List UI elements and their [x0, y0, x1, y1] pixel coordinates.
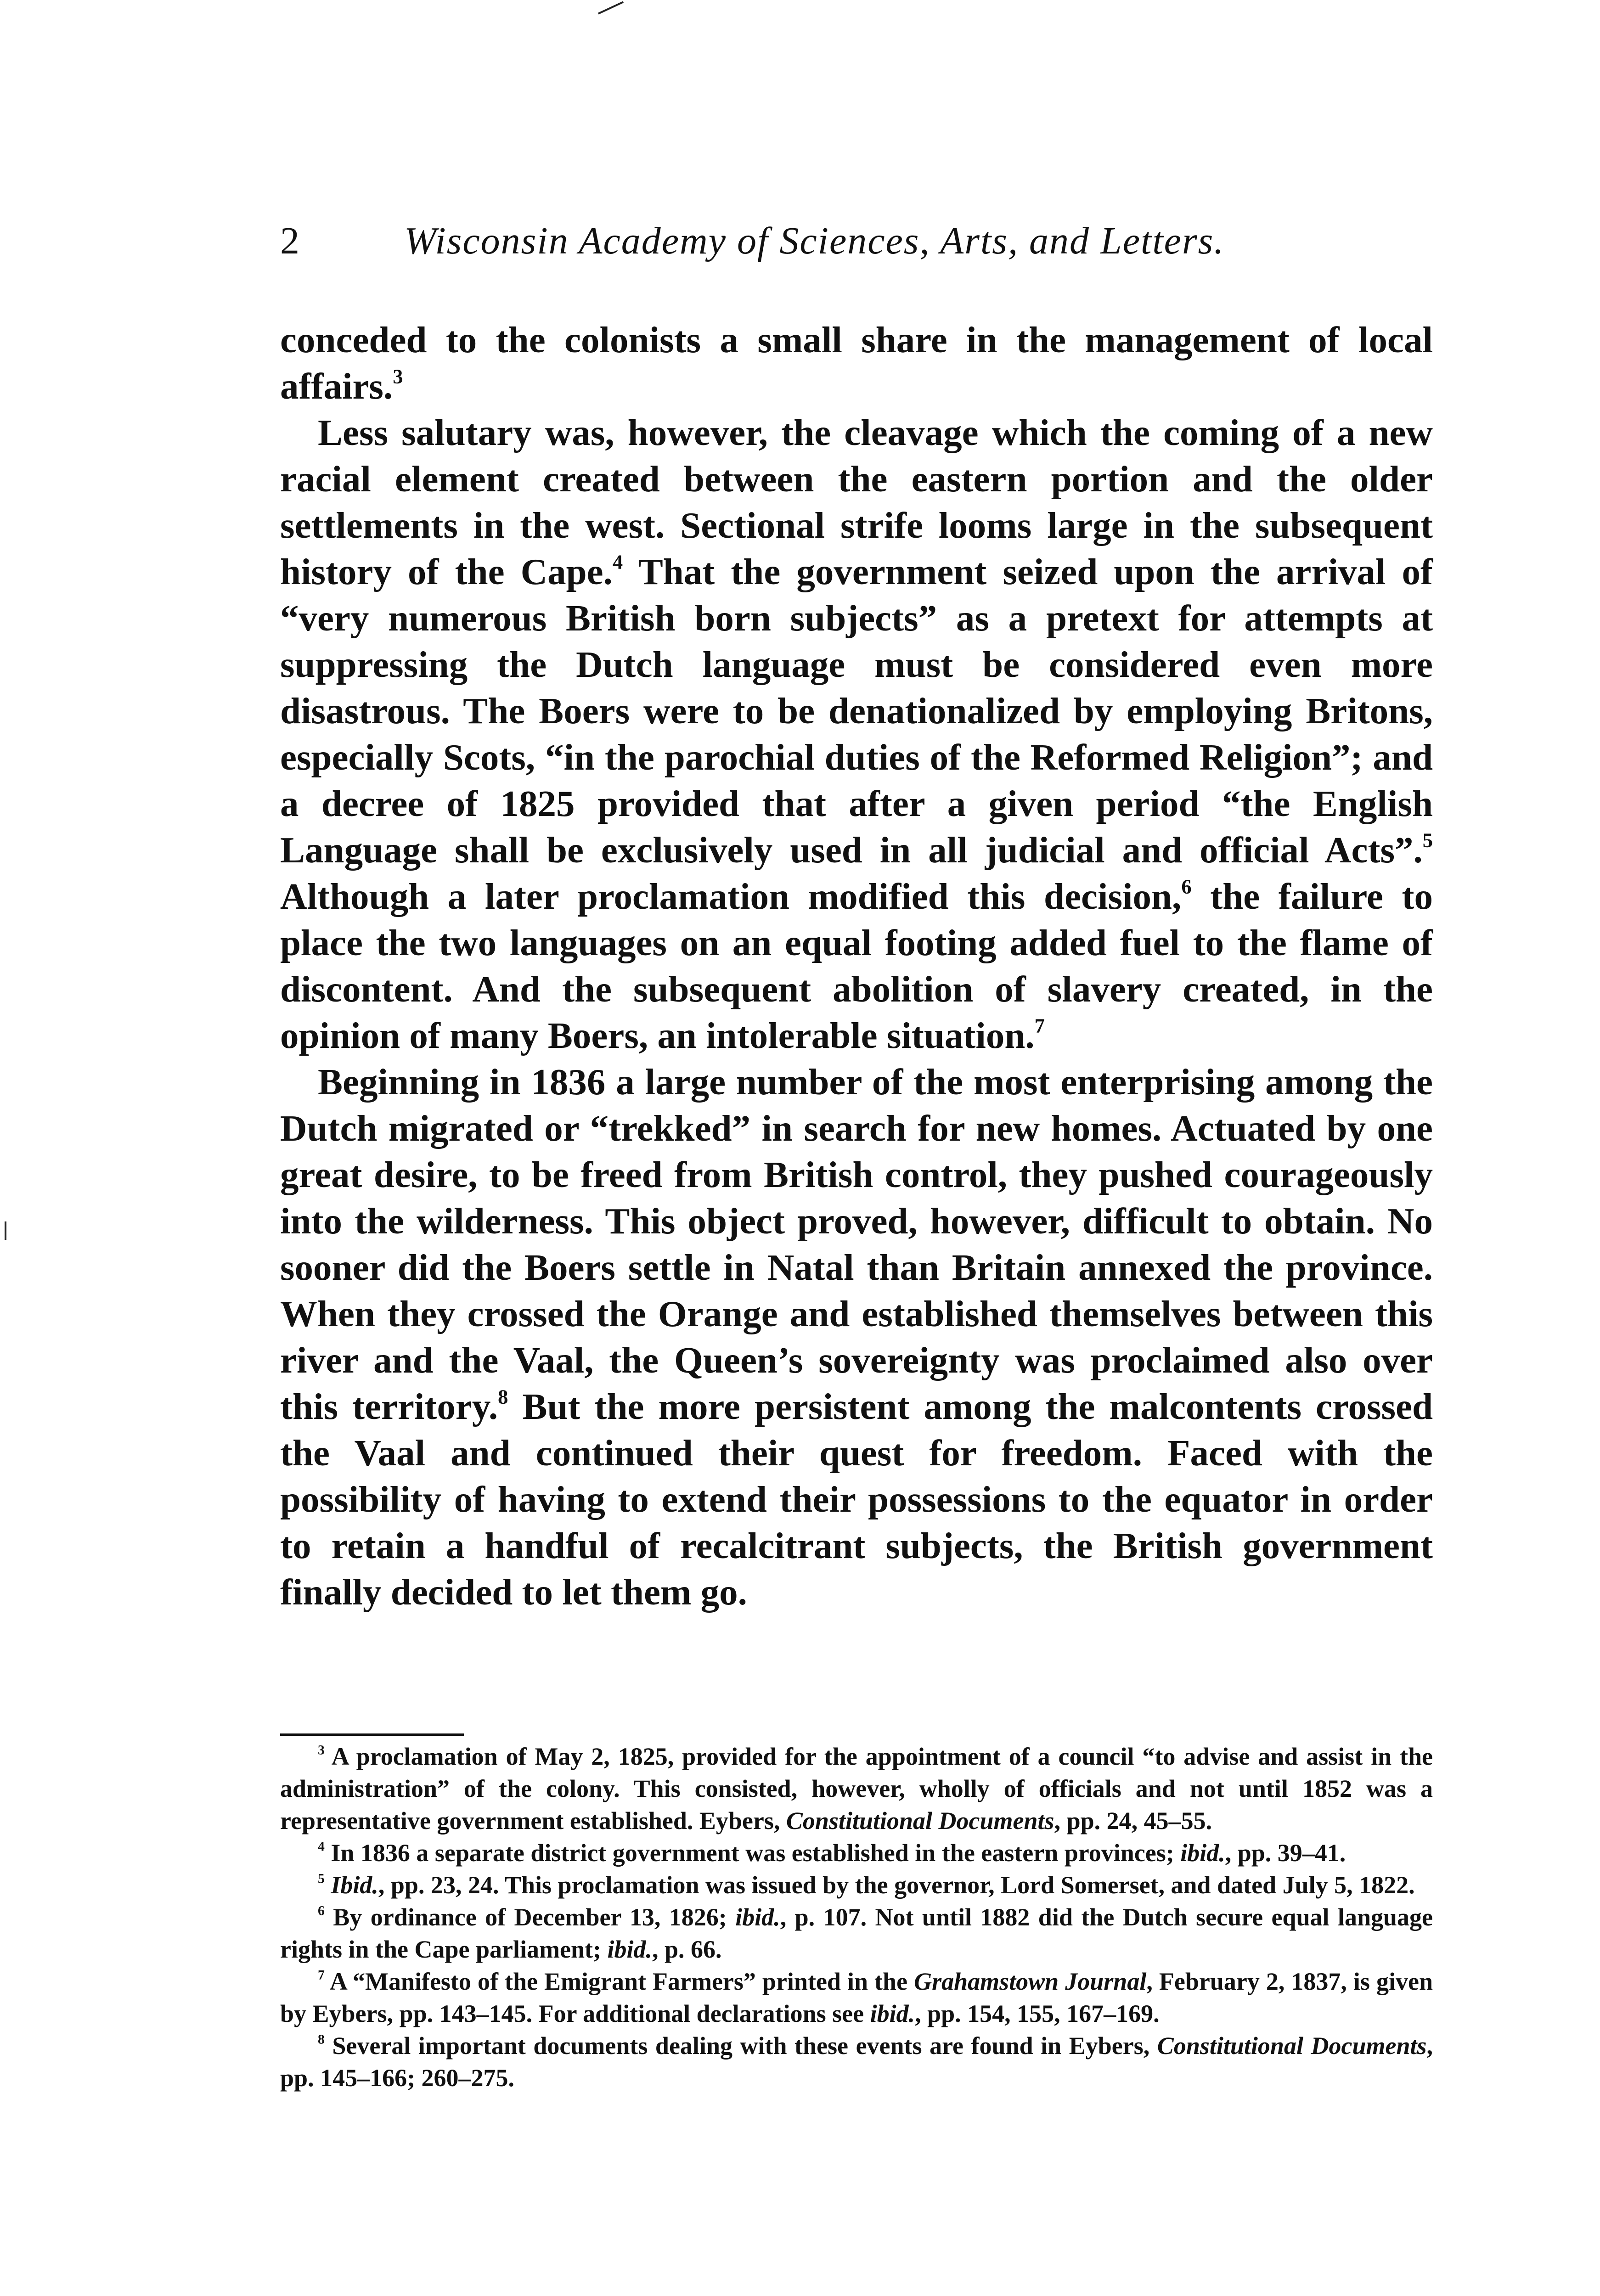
footnote-citation-title: Grahamstown Journal — [914, 1968, 1147, 1995]
footnote-text: , p. 66. — [652, 1936, 722, 1963]
footnote-number: 4 — [318, 1839, 325, 1854]
footnote-4 — [280, 1837, 1433, 1869]
footnote-citation-title: ibid. — [870, 2000, 915, 2027]
footnote-ref-3: 3 — [393, 365, 403, 388]
footnote-number: 8 — [318, 2032, 325, 2047]
footnote-ref-8: 8 — [498, 1385, 508, 1408]
footnote-text: Several important documents dealing with these events are found in Eybers, — [332, 2032, 1157, 2060]
footnote-number: 3 — [318, 1743, 325, 1758]
footnote-text: , February 2, 1837, is given by Eybers, pp. 143–145. For additional declarations see — [280, 1968, 1433, 2027]
paragraph-3-text-b: But the more persistent among the malcontents crossed the Vaal and continued their quest for freedom. Faced with the possibility of having to extend their possessions to the equator in order to retain a handful of recalcitrant subjects, the British government finally decided to let them go. — [280, 1386, 1433, 1613]
footnote-8 — [280, 2030, 1433, 2094]
footnote-3 — [280, 1740, 1433, 1837]
footnote-citation-title: ibid. — [735, 1903, 780, 1931]
footnote-5 — [280, 1869, 1433, 1901]
paragraph-3 — [280, 1059, 1433, 1615]
footnote-divider — [280, 1733, 464, 1736]
footnote-citation-title: Constitutional Documents — [786, 1807, 1054, 1835]
footnote-text: In 1836 a separate district government was established in the eastern provinces; — [331, 1839, 1181, 1867]
footnote-text: , pp. 24, 45–55. — [1054, 1807, 1212, 1835]
footnote-citation-title: ibid. — [607, 1936, 652, 1963]
footnote-number: 5 — [318, 1871, 325, 1886]
scan-mark-left — [5, 1221, 6, 1240]
footnote-7 — [280, 1965, 1433, 2030]
page-number: 2 — [280, 219, 299, 262]
footnote-number: 6 — [318, 1903, 325, 1919]
footnote-citation-title: Ibid. — [331, 1871, 378, 1899]
footnotes — [280, 1740, 1433, 2094]
paragraph-2-text-d: the failure to place the two languages on an equal footing added fuel to the flame of discontent. And the subsequent abolition of slavery created, in the opinion of many Boers, an intolerable situation. — [280, 876, 1433, 1056]
running-title: Wisconsin Academy of Sciences, Arts, and Letters. — [404, 219, 1225, 262]
body-text — [280, 317, 1433, 1615]
paragraph-1-text: conceded to the colonists a small share in the management of local affairs. — [280, 319, 1433, 407]
footnote-citation-title: ibid. — [1180, 1839, 1225, 1867]
footnote-text: , p. 107. Not until 1882 did the Dutch secure equal language rights in the Cape parliament; — [280, 1903, 1433, 1963]
footnote-number: 7 — [318, 1968, 325, 1983]
paragraph-3-text-a: Beginning in 1836 a large number of the most enterprising among the Dutch migrated or “trekked” in search for new homes. Actuated by one great desire, to be freed from British control, they pushed courageously into the wilderness. This object proved, however, difficult to obtain. No sooner did the Boers settle in Natal than Britain annexed the province. When they crossed the Orange and established themselves between this river and the Vaal, the Queen’s sovereignty was proclaimed also over this territory. — [280, 1061, 1433, 1427]
footnote-text: , pp. 145–166; 260–275. — [280, 2032, 1433, 2092]
paragraph-2-text-c: Although a later proclamation modified this decision, — [280, 876, 1182, 917]
footnote-text: , pp. 154, 155, 167–169. — [915, 2000, 1160, 2027]
footnote-ref-6: 6 — [1181, 875, 1192, 898]
scan-mark-top — [598, 1, 624, 15]
paragraph-2 — [280, 410, 1433, 1059]
footnote-text: , pp. 23, 24. This proclamation was issued by the governor, Lord Somerset, and dated July 5, 1822. — [378, 1871, 1415, 1899]
page-header — [280, 211, 1433, 271]
footnote-text: A “Manifesto of the Emigrant Farmers” printed in the — [329, 1968, 914, 1995]
footnote-text: A proclamation of May 2, 1825, provided for the appointment of a council “to advise and assist in the administration” of the colony. This consisted, however, wholly of officials and not until 1852 was a representative government established. Eybers, — [280, 1743, 1433, 1835]
footnote-citation-title: Constitutional Documents — [1157, 2032, 1427, 2060]
footnote-ref-4: 4 — [612, 550, 623, 574]
paragraph-1 — [280, 317, 1433, 410]
footnote-ref-5: 5 — [1422, 828, 1433, 852]
paragraph-2-text-b: That the government seized upon the arrival of “very numerous British born subjects” as a pretext for attempts at suppressing the Dutch language must be considered even more disastrous. The Boers were to be denationalized by employing Britons, especially Scots, “in the parochial duties of the Reformed Religion”; and a decree of 1825 provided that after a given period “the English Language shall be exclusively used in all judicial and official Acts”. — [280, 551, 1433, 871]
footnote-ref-7: 7 — [1034, 1014, 1045, 1037]
footnote-text: , pp. 39–41. — [1225, 1839, 1346, 1867]
paragraph-2-text-a: Less salutary was, however, the cleavage which the coming of a new racial element created between the eastern portion and the older settlements in the west. Sectional strife looms large in the subsequent history of the Cape. — [280, 412, 1433, 592]
footnote-text: By ordinance of December 13, 1826; — [333, 1903, 736, 1931]
footnote-6 — [280, 1901, 1433, 1965]
